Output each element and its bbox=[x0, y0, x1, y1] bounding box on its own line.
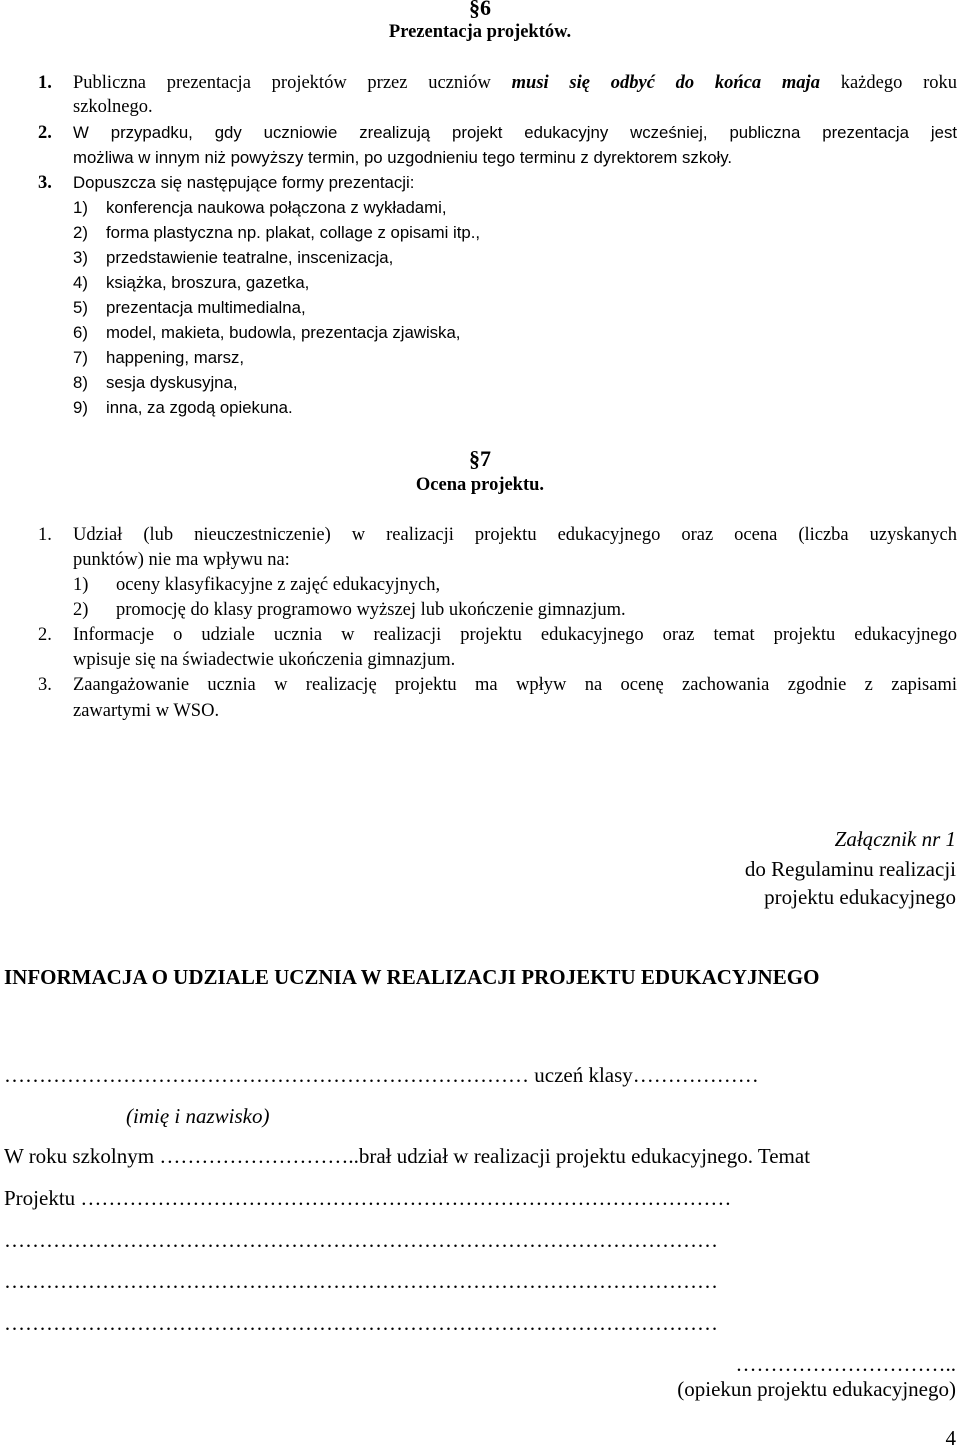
subitem-text bbox=[106, 221, 480, 245]
blank-line: ………………………………………………………………………………………… bbox=[4, 1269, 718, 1293]
paragraph-line: szkolnego. bbox=[73, 97, 153, 117]
paragraph-line: Udział (lub nieuczestniczenie) w realizacji projektu edukacyjnego oraz ocena (liczba uzyskanych bbox=[73, 525, 957, 545]
annex-subtitle: projektu edukacyjnego bbox=[764, 885, 956, 909]
subitem-text: oceny klasyfikacyjne z zajęć edukacyjnych, bbox=[116, 575, 441, 595]
item-number: 1. bbox=[38, 73, 52, 93]
subitem-text: model, makieta, budowla, prezentacja zjawiska, bbox=[106, 323, 461, 342]
section-7-title: Ocena projektu. bbox=[415, 475, 545, 495]
annex-subtitle: do Regulaminu realizacji bbox=[744, 857, 956, 881]
subitem-number: 7) bbox=[73, 348, 88, 367]
subitem-text: książka, broszura, gazetka, bbox=[106, 273, 310, 292]
subitem-text: promocję do klasy programowo wyższej lub ukończenie gimnazjum. bbox=[116, 600, 626, 620]
student-name-class-line: ………………………………………………………………… uczeń klasy……………… bbox=[4, 1063, 759, 1087]
form-heading: INFORMACJA O UDZIALE UCZNIA W REALIZACJI PROJEKTU EDUKACYJNEGO bbox=[4, 965, 820, 989]
subitem-text: inna, za zgodą opiekuna. bbox=[106, 398, 293, 417]
subitem-text: sesja dyskusyjna, bbox=[106, 373, 238, 392]
item-number: 2. bbox=[38, 625, 52, 645]
paragraph-line: Dopuszcza się następujące formy prezentacji: bbox=[73, 173, 415, 192]
subitem-number: 3) bbox=[73, 248, 88, 267]
subitem-text: konferencja naukowa połączona z wykładami, bbox=[106, 198, 447, 217]
subitem-number: 8) bbox=[73, 373, 88, 392]
item-number: 3. bbox=[38, 173, 52, 193]
annex-label: Załącznik nr 1 bbox=[834, 827, 956, 851]
signature-caption: (opiekun projektu edukacyjnego) bbox=[677, 1377, 956, 1401]
text-run: Publiczna prezentacja projektów przez uczniów bbox=[73, 73, 512, 93]
paragraph-line: możliwa w innym niż powyższy termin, po uzgodnieniu tego terminu z dyrektorem szkoły. bbox=[73, 148, 733, 167]
paragraph-line: Zaangażowanie ucznia w realizację projektu ma wpływ na ocenę zachowania zgodnie z zapisami bbox=[73, 675, 957, 695]
item-number: 1. bbox=[38, 525, 52, 545]
subitem-text: przedstawienie teatralne, inscenizacja, bbox=[106, 248, 394, 267]
paragraph-line: W przypadku, gdy uczniowie zrealizują projekt edukacyjny wcześniej, publiczna prezentacja jest bbox=[73, 123, 957, 142]
paragraph-line bbox=[73, 71, 957, 95]
page-number: 4 bbox=[945, 1426, 956, 1450]
text-run: każdego roku bbox=[819, 73, 958, 93]
project-topic-line: Projektu ………………………………………………………………………………… bbox=[4, 1186, 732, 1210]
subitem-text: prezentacja multimedialna, bbox=[106, 298, 306, 317]
paragraph-line: punktów) nie ma wpływu na: bbox=[73, 550, 290, 570]
subitem-number: 6) bbox=[73, 323, 88, 342]
text-run: , bbox=[475, 223, 481, 242]
section-7-symbol: §7 bbox=[469, 446, 491, 471]
subitem-number: 4) bbox=[73, 273, 88, 292]
subitem-number: 2) bbox=[73, 600, 89, 620]
subitem-number: 5) bbox=[73, 298, 88, 317]
subitem-number: 1) bbox=[73, 575, 89, 595]
paragraph-line: zawartymi w WSO. bbox=[73, 701, 220, 721]
emphasized-text: musi się odbyć do końca maja bbox=[511, 73, 820, 93]
subitem-number: 9) bbox=[73, 398, 88, 417]
section-6-title: Prezentacja projektów. bbox=[388, 22, 572, 42]
paragraph-line: Informacje o udziale ucznia w realizacji projektu edukacyjnego oraz temat projektu edukacyjnego bbox=[73, 625, 957, 645]
blank-line: ………………………………………………………………………………………… bbox=[4, 1311, 718, 1335]
signature-dots: ………………………….. bbox=[735, 1352, 956, 1376]
subitem-number: 2) bbox=[73, 223, 88, 242]
item-number: 2. bbox=[38, 123, 52, 143]
subitem-text: happening, marsz, bbox=[106, 348, 245, 367]
text-run: forma plastyczna np. plakat, collage z opisami itp. bbox=[106, 223, 476, 242]
section-6-symbol: §6 bbox=[469, 0, 491, 20]
name-caption: (imię i nazwisko) bbox=[126, 1104, 270, 1128]
blank-line: ………………………………………………………………………………………… bbox=[4, 1228, 718, 1252]
school-year-line: W roku szkolnym ………………………..brał udział w realizacji projektu edukacyjnego. Temat bbox=[4, 1144, 811, 1168]
subitem-number: 1) bbox=[73, 198, 88, 217]
paragraph-line: wpisuje się na świadectwie ukończenia gimnazjum. bbox=[73, 650, 456, 670]
item-number: 3. bbox=[38, 675, 52, 695]
